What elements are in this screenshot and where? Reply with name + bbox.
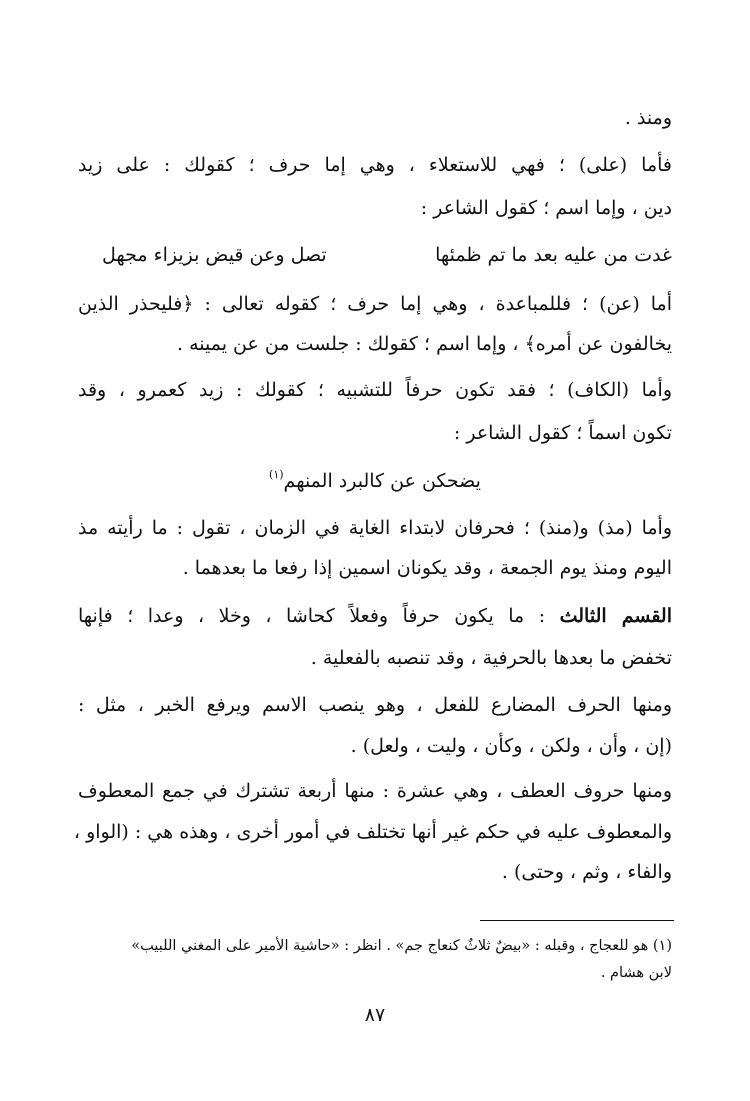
section-heading: القسم الثالث <box>559 605 672 627</box>
paragraph-atf-line-2: والمعطوف عليه في حكم غير أنها تختلف في أمور أخرى ، وهذه هي : (الواو ، <box>73 821 672 843</box>
paragraph-ala-line-2: دين ، وإما اسم ؛ كقول الشاعر : <box>420 197 672 219</box>
poem-hemistich-left: تصل وعن قيض بزيزاء مجهل <box>102 244 327 266</box>
footnote-marker: (١) <box>269 468 284 481</box>
paragraph-atf-line-3: والفاء ، وثم ، وحتى) . <box>501 861 672 883</box>
footnote-line-2: لابن هشام . <box>600 965 672 981</box>
poem-verse-centered <box>0 460 750 496</box>
paragraph-mudari-line-1: ومنها الحرف المضارع للفعل ، وهو ينصب الاسم ويرفع الخبر ، مثل : <box>78 694 672 716</box>
poem-hemistich-right: غدت من عليه بعد ما تم ظمئها <box>435 244 672 266</box>
paragraph-mudari-line-2: (إن ، وأن ، ولكن ، وكأن ، وليت ، ولعل) . <box>350 735 672 757</box>
paragraph-atf-line-1: ومنها حروف العطف ، وهي عشرة : منها أربعة تشترك في جمع المعطوف <box>78 780 672 802</box>
paragraph-ala-line-1 <box>78 150 672 180</box>
footnote-line-1: (١) هو للعجاج ، وقبله : «بيضٌ ثلاثٌ كنعاج جم» . انظر : «حاشية الأمير على المغني اللبيب» <box>131 938 672 954</box>
paragraph-kaf-line-1: وأما (الكاف) ؛ فقد تكون حرفاً للتشبيه ؛ كقولك : زيد كعمرو ، وقد <box>78 379 672 401</box>
verse-text: يضحكن عن كالبرد المنهم <box>283 470 481 492</box>
paragraph-third-section-line-1 <box>78 601 672 631</box>
footnote-divider <box>480 920 674 921</box>
page-number: ٨٧ <box>364 1004 386 1026</box>
paragraph-mudh-line-1: وأما (مذ) و(منذ) ؛ فحرفان لابتداء الغاية في الزمان ، تقول : ما رأيته مذ <box>78 517 672 539</box>
text-segment: : ما يكون حرفاً وفعلاً كحاشا ، وخلا ، وعدا ؛ فإنها <box>78 605 560 627</box>
text-segment: فهي للاستعلاء ، وهي إما حرف ؛ كقولك : على زيد <box>78 154 545 176</box>
paragraph-mudh-line-2: اليوم ومنذ يوم الجمعة ، وقد يكونان اسمين إذا رفعا ما بعدهما . <box>182 557 672 579</box>
paragraph-an-line-1: أما (عن) ؛ فللمباعدة ، وهي إما حرف ؛ كقوله تعالى : ﴿فليحذر الذين <box>78 293 672 315</box>
paragraph-kaf-line-2: تكون اسماً ؛ كقول الشاعر : <box>453 422 672 444</box>
paragraph-an-line-2: يخالفون عن أمره﴾ ، وإما اسم ؛ كقولك : جلست من عن يمينه . <box>176 333 672 355</box>
paragraph-third-section-line-2: تخفض ما بعدها بالحرفية ، وقد تنصبه بالفعلية . <box>310 647 672 669</box>
text-line: ومنذ . <box>624 107 672 129</box>
text-segment: فأما (على) ؛ <box>544 154 672 176</box>
